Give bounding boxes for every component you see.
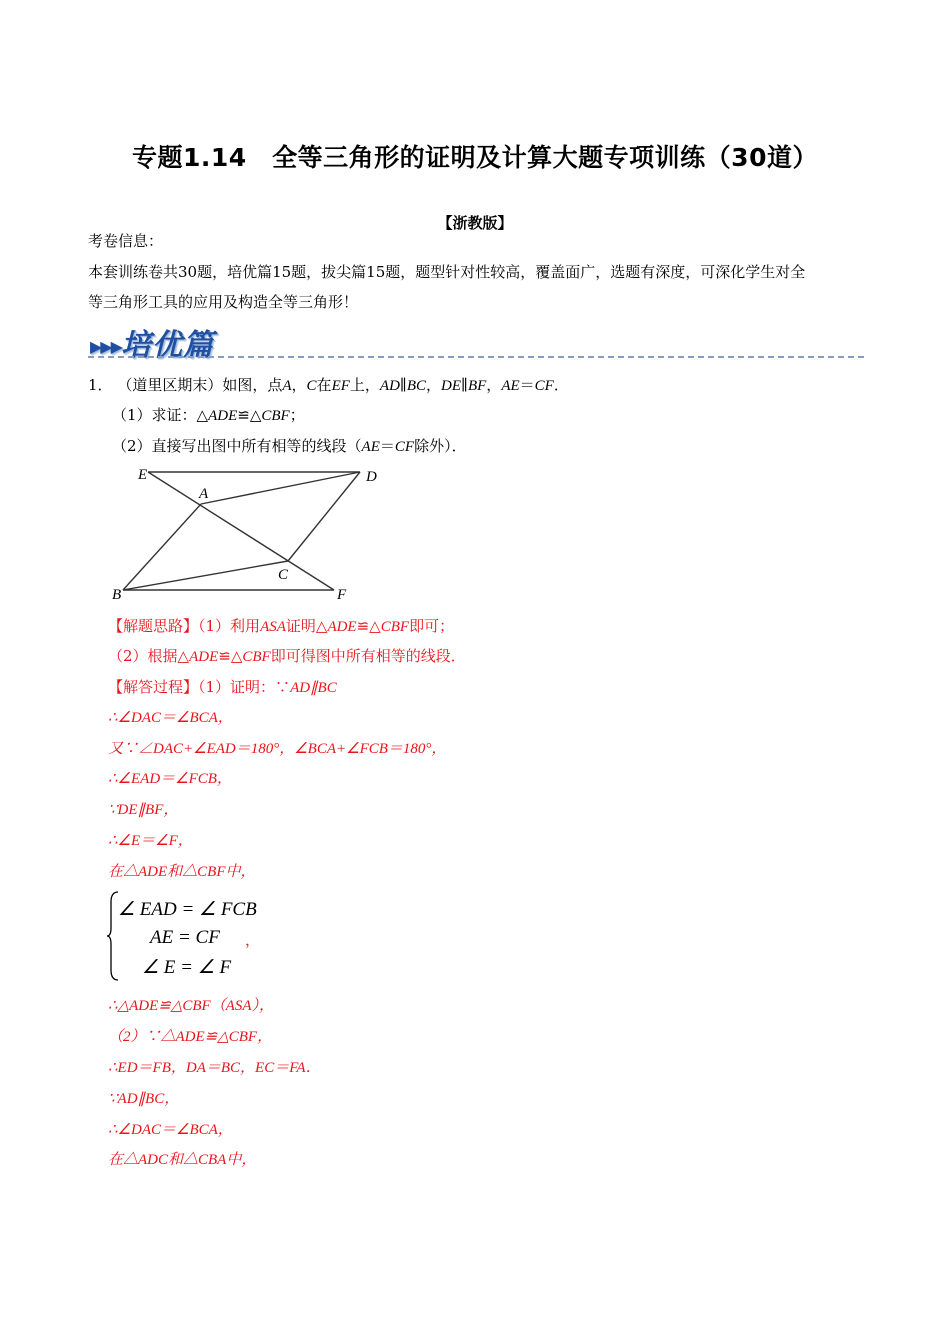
q1-var: ADE <box>208 408 238 424</box>
system-eq-1: ∠ EAD = ∠ FCB <box>118 899 257 920</box>
system-comma: ， <box>245 931 261 949</box>
page-title: 专题1.14 全等三角形的证明及计算大题专项训练（30道） <box>132 143 818 172</box>
proof-line: ∴∠E＝∠F， <box>108 833 193 849</box>
stem-var: EF <box>331 378 350 394</box>
geometry-figure <box>108 462 398 604</box>
segment-CD <box>288 472 360 561</box>
process-expr: AD∥BC <box>290 680 337 696</box>
q1-text: ≌△ <box>237 406 262 424</box>
stem-text: ， <box>291 376 307 394</box>
hint-text: ≌△ <box>356 617 381 635</box>
stem-text: ＝ <box>519 376 535 394</box>
hint-text: ≌△ <box>218 647 243 665</box>
info-line-1: 本套训练卷共30题，培优篇15题，拔尖篇15题，题型针对性较高，覆盖面广，选题有深度，可深化学生对全 <box>88 263 806 281</box>
banner-divider <box>88 356 864 358</box>
hint-label: 【解题思路】 <box>108 617 199 635</box>
stem-text: 在 <box>316 376 332 394</box>
q2-var: CF <box>394 439 415 455</box>
stem-text: ∥ <box>399 376 407 394</box>
proof-line: ∴∠EAD＝∠FCB， <box>108 771 232 787</box>
stem-text: ∥ <box>461 376 468 394</box>
stem-var: BF <box>467 378 487 394</box>
hint-text: （2）根据△ <box>108 647 190 665</box>
stem-var: CF <box>534 378 554 394</box>
hint-text: 即可得图中所有相等的线段． <box>270 647 466 665</box>
segment-BA <box>123 504 201 590</box>
proof-line: （2）∵△ADE≌△CBF， <box>108 1029 273 1045</box>
label-D: D <box>366 469 377 485</box>
info-heading: 考卷信息： <box>88 232 164 250</box>
q2-text: 除外）． <box>414 437 467 455</box>
proof-line: ∴△ADE≌△CBF（ASA）， <box>108 998 274 1014</box>
label-F: F <box>337 587 347 603</box>
label-B: B <box>112 587 122 603</box>
section-banner <box>88 318 864 362</box>
stem-text: 上， <box>349 376 380 394</box>
system-eq-3: ∠ E = ∠ F <box>142 957 232 978</box>
stem-var: BC <box>406 378 427 394</box>
process-label: 【解答过程】 <box>108 678 199 696</box>
stem-var: AE <box>501 378 520 394</box>
stem-var: C <box>306 378 317 394</box>
question-1 <box>112 405 305 426</box>
proof-line: 又∵∠DAC+∠EAD＝180°，∠BCA+∠FCB＝180°， <box>108 741 447 757</box>
problem-number: 1． <box>88 376 113 394</box>
proof-line: 在△ADE和△CBF中， <box>108 864 256 880</box>
q2-text: ＝ <box>379 437 395 455</box>
q1-var: CBF <box>261 408 290 424</box>
stem-var: DE <box>441 378 462 394</box>
stem-text: ， <box>426 376 442 394</box>
proof-line: ∴∠DAC＝∠BCA， <box>108 1122 233 1138</box>
hint-var: CBF <box>380 619 410 635</box>
segment-BC <box>123 561 288 590</box>
banner-arrows: ▶▶▶ <box>90 337 121 356</box>
proof-line: ∴∠DAC＝∠BCA， <box>108 710 233 726</box>
stem-text: （道里区期末）如图，点 <box>117 376 283 394</box>
proof-line: ∵AD∥BC， <box>108 1091 180 1107</box>
problem-stem <box>88 375 569 396</box>
proof-line: 在△ADC和△CBA中， <box>108 1152 257 1168</box>
hint-var: ASA <box>260 619 286 635</box>
stem-var: A <box>282 378 292 394</box>
hint-var: CBF <box>242 649 271 665</box>
hint-text: 证明△ <box>285 617 328 635</box>
hint-line-1 <box>108 616 454 637</box>
proof-line: ∵DE∥BF， <box>108 802 179 818</box>
system-eq-2: AE = CF <box>150 927 220 948</box>
hint-text: 即可； <box>409 617 455 635</box>
hint-var: ADE <box>189 649 219 665</box>
q2-text: （2）直接写出图中所有相等的线段（ <box>112 437 362 455</box>
label-A: A <box>199 486 209 502</box>
label-C: C <box>278 567 289 583</box>
question-2 <box>112 436 467 457</box>
q1-text: （1）求证：△ <box>112 406 209 424</box>
stem-text: ． <box>553 376 569 394</box>
q1-text: ； <box>289 406 305 424</box>
edition-label: 【浙教版】 <box>437 214 513 232</box>
process-text: （1）证明：∵ <box>198 678 291 696</box>
stem-text: ， <box>486 376 502 394</box>
stem-var: AD <box>379 378 400 394</box>
process-start <box>108 677 337 698</box>
q2-var: AE <box>361 439 380 455</box>
label-E: E <box>138 467 148 483</box>
banner-label: 培优篇 <box>120 328 214 363</box>
segment-AD <box>201 472 360 504</box>
proof-line: ∴ED＝FB，DA＝BC，EC＝FA． <box>108 1060 321 1076</box>
hint-text: （1）利用 <box>198 617 261 635</box>
hint-var: ADE <box>327 619 357 635</box>
hint-line-2 <box>108 646 466 667</box>
info-line-2: 等三角形工具的应用及构造全等三角形！ <box>88 293 359 311</box>
